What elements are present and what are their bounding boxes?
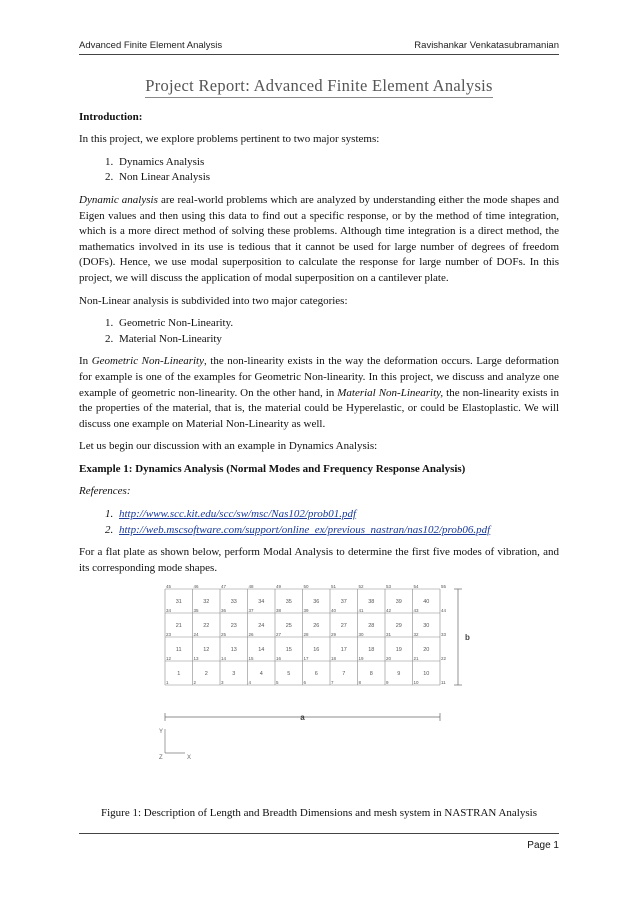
node-label: 8: [358, 680, 362, 686]
example-heading: Example 1: Dynamics Analysis (Normal Modes and Frequency Response Analysis): [79, 462, 466, 475]
node-label: 30: [358, 632, 364, 638]
element-label: 30: [423, 623, 430, 630]
element-label: 2: [204, 671, 208, 678]
node-label: 17: [303, 656, 309, 662]
intro-lead: In this project, we explore problems pertinent to two major systems:: [79, 133, 380, 146]
element-label: 27: [340, 623, 347, 630]
reference-link-1[interactable]: http://www.scc.kit.edu/scc/sw/msc/Nas102/prob01.pdf: [119, 508, 357, 521]
node-label: 19: [358, 656, 364, 662]
references-label: References:: [79, 485, 131, 498]
node-label: 14: [221, 656, 227, 662]
node-label: 29: [331, 632, 337, 638]
element-label: 15: [285, 647, 292, 654]
header-rule: [79, 54, 559, 55]
element-label: 13: [230, 647, 237, 654]
node-label: 21: [413, 656, 419, 662]
element-label: 39: [395, 599, 402, 606]
node-label: 27: [276, 632, 282, 638]
node-label: 2: [193, 680, 197, 686]
element-label: 34: [258, 599, 265, 606]
node-label: 49: [276, 584, 282, 590]
page-title: Project Report: Advanced Finite Element Analysis: [145, 78, 493, 98]
element-label: 10: [423, 671, 430, 678]
node-label: 32: [413, 632, 419, 638]
nonlinear-lead: Non-Linear analysis is subdivided into two major categories:: [79, 294, 348, 307]
node-label: 24: [193, 632, 199, 638]
reference-item: [116, 507, 559, 523]
node-label: 38: [276, 608, 282, 614]
element-label: 33: [230, 599, 237, 606]
axis-x-label: X: [187, 755, 192, 762]
reference-item: [116, 523, 559, 539]
element-label: 28: [368, 623, 375, 630]
element-label: 20: [423, 647, 430, 654]
dynamic-term: Dynamic analysis: [79, 193, 158, 206]
node-label: 45: [166, 584, 172, 590]
running-header-author: Ravishankar Venkatasubramanian: [414, 40, 559, 51]
node-label: 55: [441, 584, 447, 590]
element-label: 18: [368, 647, 375, 654]
element-label: 14: [258, 647, 265, 654]
figure-caption: Figure 1: Description of Length and Breadth Dimensions and mesh system in NASTRAN Analysis: [101, 807, 537, 819]
element-label: 31: [175, 599, 182, 606]
element-label: 7: [342, 671, 346, 678]
dynamic-paragraph: [79, 193, 559, 287]
node-label: 31: [386, 632, 392, 638]
running-header-title: Advanced Finite Element Analysis: [79, 40, 223, 51]
node-label: 52: [358, 584, 364, 590]
node-label: 23: [166, 632, 172, 638]
node-label: 20: [386, 656, 392, 662]
element-label: 8: [369, 671, 373, 678]
list-item: 1. Geometric Non-Linearity.: [116, 316, 559, 332]
node-label: 10: [413, 680, 419, 686]
mesh-diagram: [157, 583, 497, 783]
dynamic-text: are real-world problems which are analyzed by understanding either the mode shapes and Eigen values and then using this data to find out a specific response, or by the method of time integration, which is a more direct method of solving these problems. Although time integration is a direct method, the mathematics involved in its use is tedious that it cannot be used for large number of degrees of freedom (DOFs). Hence, we use modal superposition to calculate the response for large number of DOFs. In this project, we will discuss the application of modal superposition on a cantilever plate.: [79, 193, 559, 284]
node-label: 50: [303, 584, 309, 590]
node-label: 54: [413, 584, 419, 590]
node-label: 26: [248, 632, 254, 638]
node-label: 48: [248, 584, 254, 590]
element-label: 1: [177, 671, 181, 678]
node-label: 13: [193, 656, 199, 662]
dimension-a-label: a: [300, 713, 305, 723]
node-label: 18: [331, 656, 337, 662]
element-label: 38: [368, 599, 375, 606]
element-label: 37: [340, 599, 347, 606]
element-label: 23: [230, 623, 237, 630]
nonlinear-paragraph: In Geometric Non-Linearity, the non-linearity exists in the way the deformation occurs. Large deformation for example is one of the examples for Geometric Non-linearity. In this project, we discuss and analyze one example of geometric non-linearity. On the other hand, in Material Non-Linearity, the non-linearity exists in the properties of the material, that is, the material could be Hyperelastic, or could be Elastoplastic. We will discuss one example on Material Non-Linearity as well.: [79, 355, 559, 430]
element-label: 3: [232, 671, 236, 678]
systems-list: [79, 155, 559, 186]
page-number: Page 1: [527, 840, 559, 851]
node-label: 35: [193, 608, 199, 614]
element-label: 32: [203, 599, 210, 606]
element-label: 24: [258, 623, 265, 630]
footer-rule: [79, 833, 559, 834]
node-label: 16: [276, 656, 282, 662]
node-label: 3: [221, 680, 224, 686]
list-item: 1. Dynamics Analysis: [116, 155, 559, 171]
node-label: 44: [441, 608, 447, 614]
node-label: 4: [248, 680, 252, 686]
intro-heading: Introduction:: [79, 110, 143, 123]
node-label: 53: [386, 584, 392, 590]
element-label: 36: [313, 599, 320, 606]
element-label: 40: [423, 599, 430, 606]
element-label: 26: [313, 623, 320, 630]
begin-paragraph: Let us begin our discussion with an example in Dynamics Analysis:: [79, 440, 378, 453]
node-label: 25: [221, 632, 227, 638]
geometric-term: Geometric Non-Linearity: [91, 355, 204, 368]
element-label: 19: [395, 647, 402, 654]
node-label: 36: [221, 608, 227, 614]
axis-y-label: Y: [159, 729, 164, 736]
node-label: 22: [441, 656, 447, 662]
element-label: 11: [175, 647, 182, 654]
element-label: 5: [287, 671, 291, 678]
material-term: Material Non-Linearity,: [337, 386, 444, 399]
node-label: 51: [331, 584, 337, 590]
node-label: 9: [386, 680, 389, 686]
node-label: 7: [331, 680, 334, 686]
nonlinear-list: [79, 316, 559, 347]
list-item: 2. Non Linear Analysis: [116, 170, 559, 186]
element-label: 16: [313, 647, 320, 654]
element-label: 22: [203, 623, 210, 630]
node-label: 1: [166, 680, 169, 686]
node-label: 46: [193, 584, 199, 590]
node-label: 11: [441, 680, 446, 686]
axis-z-label: Z: [159, 755, 163, 762]
reference-link-2[interactable]: http://web.mscsoftware.com/support/online_ex/previous_nastran/nas102/prob06.pdf: [119, 523, 491, 536]
node-label: 33: [441, 632, 447, 638]
node-label: 34: [166, 608, 172, 614]
node-label: 39: [303, 608, 309, 614]
element-label: 21: [175, 623, 182, 630]
node-label: 42: [386, 608, 392, 614]
document-body: [79, 78, 559, 783]
element-label: 29: [395, 623, 402, 630]
node-label: 47: [221, 584, 227, 590]
node-label: 12: [166, 656, 172, 662]
list-item: 2. Material Non-Linearity: [116, 332, 559, 348]
node-label: 43: [413, 608, 419, 614]
references-list: [79, 507, 559, 538]
node-label: 40: [331, 608, 337, 614]
mesh-figure: [157, 583, 497, 783]
node-label: 6: [303, 680, 307, 686]
node-label: 28: [303, 632, 309, 638]
element-label: 35: [285, 599, 292, 606]
element-label: 9: [397, 671, 401, 678]
node-label: 37: [248, 608, 254, 614]
dimension-b-label: b: [465, 633, 470, 643]
node-label: 41: [358, 608, 364, 614]
node-label: 5: [276, 680, 279, 686]
element-label: 12: [203, 647, 210, 654]
element-label: 6: [314, 671, 318, 678]
element-label: 25: [285, 623, 292, 630]
element-label: 17: [340, 647, 347, 654]
task-paragraph: For a flat plate as shown below, perform Modal Analysis to determine the first five modes of vibration, and its corresponding mode shapes.: [79, 546, 559, 574]
node-label: 15: [248, 656, 254, 662]
element-label: 4: [259, 671, 263, 678]
